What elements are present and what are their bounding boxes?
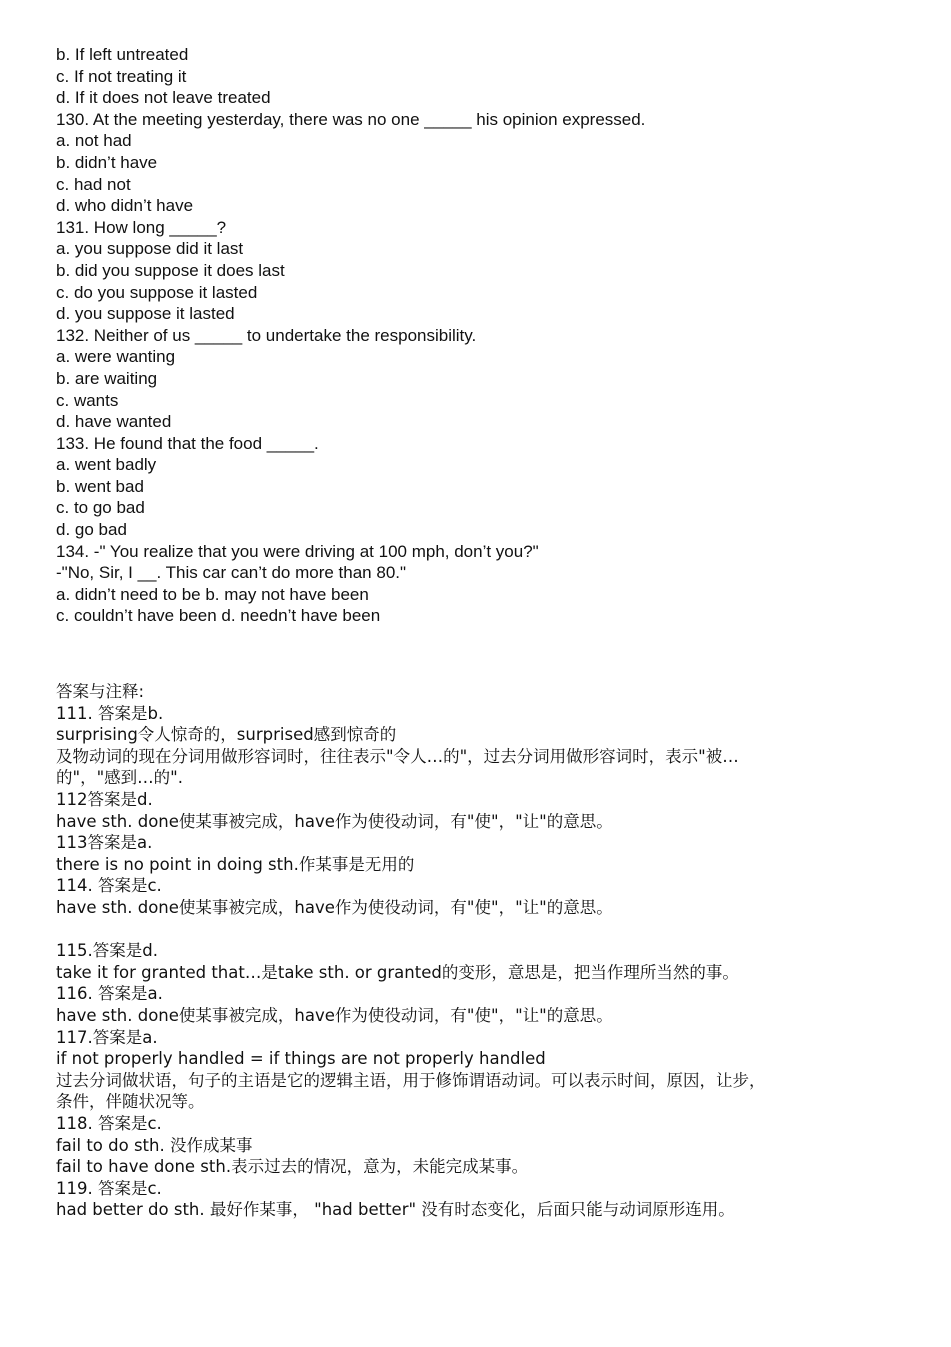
- answer-line: there is no point in doing sth.作某事是无用的: [56, 854, 415, 874]
- question-line: a. didn’t need to be b. may not have been: [56, 584, 369, 604]
- question-line: c. do you suppose it lasted: [56, 282, 258, 302]
- answer-line: 及物动词的现在分词用做形容词时，往往表示"令人…的"，过去分词用做形容词时，表示"被…: [56, 746, 739, 766]
- answer-line: have sth. done使某事被完成，have作为使役动词，有"使"，"让"的意思。: [56, 1005, 613, 1025]
- answer-line: if not properly handled = if things are not properly handled: [56, 1049, 546, 1069]
- answer-line: 112答案是d.: [56, 790, 153, 809]
- answer-line: take it for granted that…是take sth. or granted的变形，意思是，把当作理所当然的事。: [56, 962, 739, 982]
- question-line: d. who didn’t have: [56, 196, 194, 216]
- question-line: b. didn’t have: [56, 152, 158, 172]
- question-line: d. go bad: [56, 520, 127, 540]
- paragraph-gap: [56, 919, 916, 941]
- answer-line: 119. 答案是c.: [56, 1178, 162, 1198]
- answer-block: [56, 681, 916, 919]
- question-line: 132. Neither of us _____ to undertake the responsibility.: [56, 325, 477, 345]
- question-line: 134. -" You realize that you were driving at 100 mph, don’t you?": [56, 541, 539, 561]
- answer-line: 过去分词做状语，句子的主语是它的逻辑主语，用于修饰谓语动词。可以表示时间，原因，让步，: [56, 1070, 766, 1090]
- question-line: c. If not treating it: [56, 66, 187, 86]
- question-block: [56, 44, 916, 627]
- document-page: [56, 44, 916, 1221]
- question-line: b. are waiting: [56, 368, 158, 388]
- answer-line: 118. 答案是c.: [56, 1113, 162, 1133]
- question-line: a. not had: [56, 131, 132, 151]
- question-line: c. couldn’t have been d. needn’t have been: [56, 606, 381, 626]
- question-line: c. had not: [56, 174, 131, 194]
- question-line: b. did you suppose it does last: [56, 260, 285, 280]
- answer-line: fail to have done sth.表示过去的情况，意为，未能完成某事。: [56, 1157, 529, 1177]
- question-line: 133. He found that the food _____.: [56, 433, 319, 453]
- answer-line: have sth. done使某事被完成，have作为使役动词，有"使"，"让"的意思。: [56, 811, 613, 831]
- answer-line: 答案与注释:: [56, 682, 145, 702]
- question-line: c. to go bad: [56, 498, 145, 518]
- question-line: b. went bad: [56, 476, 144, 496]
- answer-line: 117.答案是a.: [56, 1027, 158, 1047]
- question-line: b. If left untreated: [56, 45, 189, 64]
- answer-line: 116. 答案是a.: [56, 984, 163, 1004]
- answer-block-continued: [56, 940, 916, 1221]
- answer-line: 条件，伴随状况等。: [56, 1092, 205, 1112]
- answer-line: 114. 答案是c.: [56, 876, 162, 896]
- answer-line: surprising令人惊奇的，surprised感到惊奇的: [56, 725, 397, 745]
- question-line: d. If it does not leave treated: [56, 88, 271, 108]
- answer-line: 115.答案是d.: [56, 941, 158, 961]
- question-line: -"No, Sir, I __. This car can’t do more than 80.": [56, 563, 407, 583]
- question-line: a. were wanting: [56, 347, 176, 367]
- answer-line: 111. 答案是b.: [56, 703, 164, 723]
- answer-line: 的"，"感到…的".: [56, 768, 184, 788]
- question-line: 131. How long _____?: [56, 217, 227, 237]
- question-line: d. you suppose it lasted: [56, 304, 235, 324]
- answer-line: fail to do sth. 没作成某事: [56, 1135, 253, 1155]
- answer-line: 113答案是a.: [56, 833, 153, 853]
- answer-line: had better do sth. 最好作某事， "had better" 没有时态变化，后面只能与动词原形连用。: [56, 1200, 735, 1220]
- question-line: d. have wanted: [56, 412, 172, 432]
- question-line: a. went badly: [56, 455, 157, 475]
- question-line: a. you suppose did it last: [56, 239, 244, 259]
- question-line: 130. At the meeting yesterday, there was no one _____ his opinion expressed.: [56, 109, 646, 129]
- question-line: c. wants: [56, 390, 119, 410]
- section-gap: [56, 627, 916, 681]
- answer-line: have sth. done使某事被完成，have作为使役动词，有"使"，"让"的意思。: [56, 897, 613, 917]
